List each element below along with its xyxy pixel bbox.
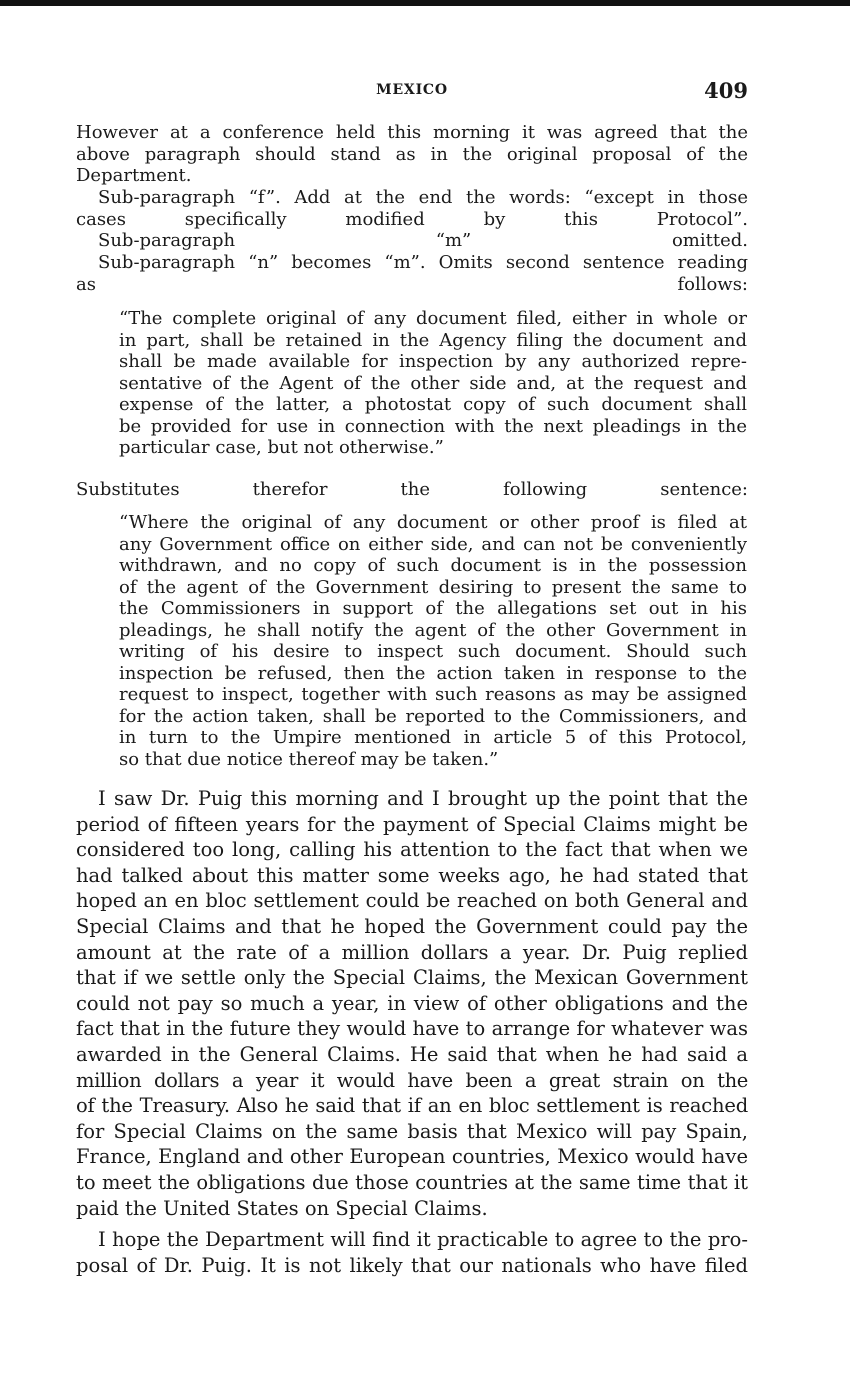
text-line: be provided for use in connection with the next pleadings in the (119, 415, 747, 437)
text-line: “The complete original of any document filed, either in whole or (119, 308, 747, 329)
text-line: Department. (76, 165, 192, 186)
text-line: hoped an en bloc settlement could be reached on both General and (76, 889, 748, 913)
text-line: Special Claims and that he hoped the Government could pay the (76, 914, 748, 938)
text-line: Substitutes therefor the following sentence: (76, 479, 748, 500)
text-line: request to inspect, together with such reasons as may be assigned (119, 684, 747, 705)
text-line: that if we settle only the Special Claims, the Mexican Government (76, 966, 748, 990)
text-line: paid the United States on Special Claims. (76, 1196, 488, 1220)
text-line: shall be made available for inspection by any authorized repre- (119, 351, 747, 372)
text-line: the Commissioners in support of the allegations set out in his (119, 598, 747, 619)
text-line: in turn to the Umpire mentioned in article 5 of this Protocol, (119, 727, 747, 748)
paragraph-sub-n (76, 252, 748, 295)
text-line: However at a conference held this morning it was agreed that the (76, 122, 748, 143)
text-line: so that due notice thereof may be taken.” (119, 748, 499, 770)
text-line: of the agent of the Government desiring to present the same to (119, 576, 747, 598)
paragraph-dr-puig (76, 786, 748, 1221)
paragraph-substitutes (76, 479, 748, 501)
text-line: withdrawn, and no copy of such document is in the possession (119, 555, 747, 576)
text-line: period of fifteen years for the payment of Special Claims might be (76, 812, 748, 836)
text-line: writing of his desire to inspect such document. Should such (119, 641, 747, 662)
text-line: pleadings, he shall notify the agent of the other Government in (119, 619, 747, 641)
text-line: sentative of the Agent of the other side and, at the request and (119, 372, 747, 394)
paragraph-sub-f (76, 187, 748, 230)
text-line: I hope the Department will find it practicable to agree to the pro- (98, 1228, 748, 1251)
text-line: cases specifically modified by this Protocol”. (76, 208, 748, 230)
page-number: 409 (704, 78, 748, 103)
running-head: MEXICO (376, 82, 448, 98)
text-line: of the Treasury. Also he said that if an en bloc settlement is reached (76, 1094, 748, 1118)
text-line: amount at the rate of a million dollars a year. Dr. Puig replied (76, 940, 748, 964)
text-line: for the action taken, shall be reported to the Commissioners, and (119, 705, 747, 727)
text-line: posal of Dr. Puig. It is not likely that our nationals who have filed (76, 1253, 748, 1277)
text-line: awarded in the General Claims. He said that when he had said a (76, 1042, 748, 1066)
text-line: above paragraph should stand as in the original proposal of the (76, 143, 748, 165)
text-line: million dollars a year it would have been a great strain on the (76, 1068, 748, 1092)
text-line: “Where the original of any document or other proof is filed at (119, 512, 747, 533)
text-line: fact that in the future they would have to arrange for whatever was (76, 1017, 748, 1041)
text-line: inspection be refused, then the action taken in response to the (119, 662, 747, 684)
text-line: Sub-paragraph “m” omitted. (98, 230, 748, 251)
text-line: expense of the latter, a photostat copy of such document shall (119, 394, 747, 415)
paragraph-conference (76, 122, 748, 187)
text-line: could not pay so much a year, in view of other obligations and the (76, 991, 748, 1015)
paragraph-sub-m (76, 230, 748, 252)
block-quote-substitute (119, 512, 747, 770)
block-quote-original (119, 308, 747, 459)
text-line: Sub-paragraph “f”. Add at the end the words: “except in those (98, 187, 748, 208)
page-header (76, 78, 748, 104)
text-line: to meet the obligations due those countries at the same time that it (76, 1170, 748, 1194)
top-rule (0, 0, 850, 6)
text-line: I saw Dr. Puig this morning and I brought up the point that the (98, 787, 748, 810)
paragraph-hope (76, 1227, 748, 1278)
text-line: Sub-paragraph “n” becomes “m”. Omits second sentence reading (98, 252, 748, 273)
text-line: particular case, but not otherwise.” (119, 437, 444, 458)
text-line: France, England and other European countries, Mexico would have (76, 1145, 748, 1169)
text-line: in part, shall be retained in the Agency filing the document and (119, 329, 747, 351)
text-line: for Special Claims on the same basis that Mexico will pay Spain, (76, 1119, 748, 1143)
text-line: as follows: (76, 273, 748, 295)
text-line: any Government office on either side, and can not be conveniently (119, 533, 747, 555)
text-line: considered too long, calling his attention to the fact that when we (76, 838, 748, 862)
text-line: had talked about this matter some weeks ago, he had stated that (76, 863, 748, 887)
